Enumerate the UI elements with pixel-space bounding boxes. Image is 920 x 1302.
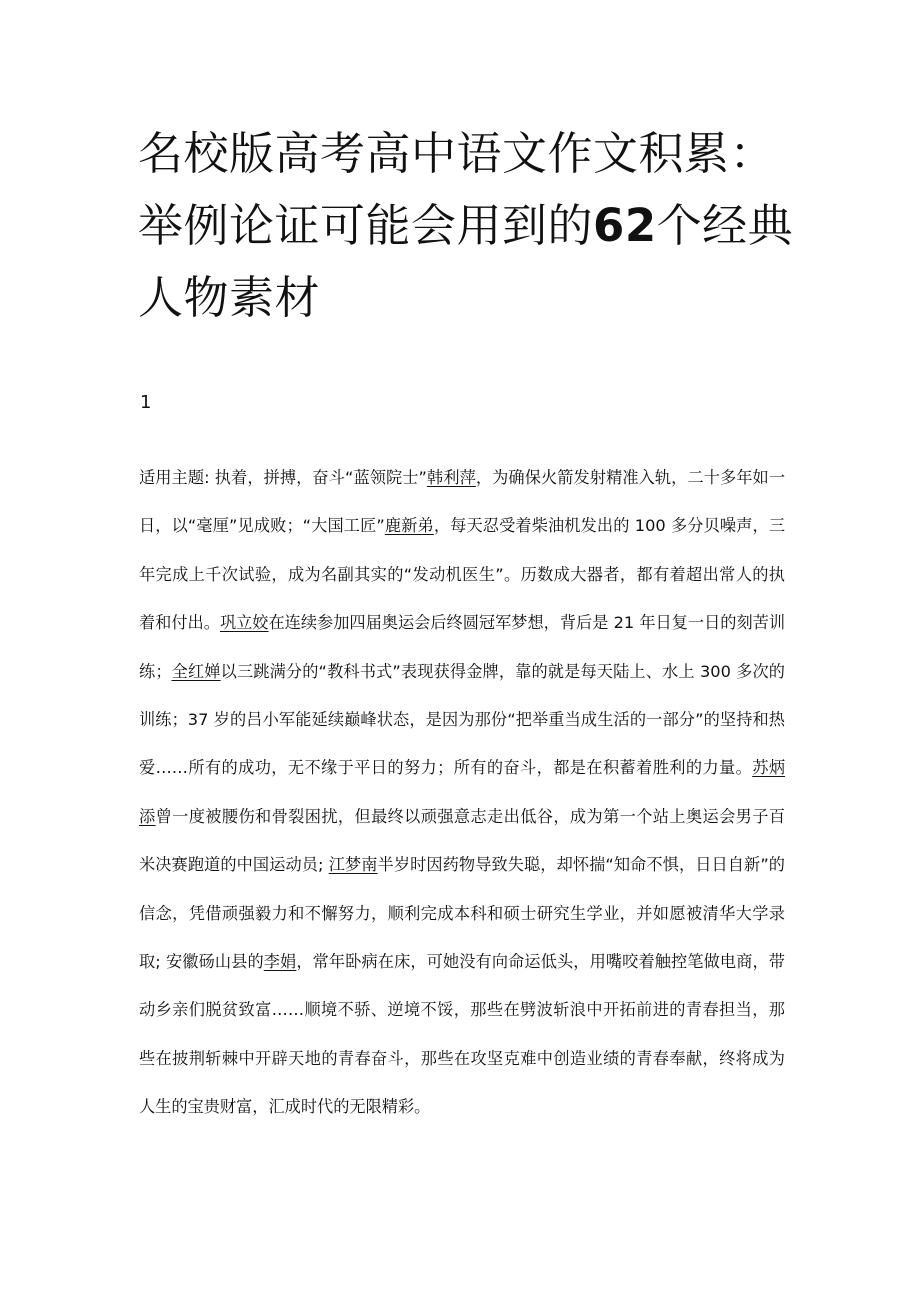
title-text-part2: 个经典人物素材 [138,199,794,324]
person-name: 韩利萍 [426,468,476,487]
paragraph-text: ，常年卧病在床，可她没有向命运低头，用嘴咬着触控笔做电商，带动乡亲们脱贫致富……顺境不骄、逆境不馁，那些在劈波斩浪中开拓前进的青春担当，那些在披荆斩棘中开辟天地的青春奋斗，那些在攻坚克难中创造业绩的青春奉献，终将成为人生的宝贵财富，汇成时代的无限精彩。 [139,952,785,1117]
document-title [138,118,798,334]
person-name: 苏炳添 [139,758,786,826]
section-number: 1 [140,392,152,413]
person-name: 江梦南 [328,855,378,875]
title-text-part1: 名校版高考高中语文作文积累：举例论证可能会用到的 [138,127,776,252]
title-number: 62 [593,199,657,252]
paragraph-text: ，为确保火箭发射精准入轨，二十多年如一日，以“毫厘”见成败；“大国工匠” [139,468,786,536]
body-paragraph [139,454,785,1132]
paragraph-text: 曾一度被腰伤和骨裂困扰，但最终以顽强意志走出低谷，成为第一个站上奥运会男子百米决赛跑道的中国运动员; [139,806,786,875]
person-name: 巩立姣 [219,613,269,633]
paragraph-text: ，每天忍受着柴油机发出的 100 多分贝噪声，三年完成上千次试验，成为名副其实的“发动机医生”。历数成大器者，都有着超出常人的执着和付出。 [139,516,786,633]
person-name: 全红婵 [171,661,221,681]
paragraph-text: 半岁时因药物导致失聪，却怀揣“知命不惧，日日自新”的信念，凭借顽强毅力和不懈努力，顺利完成本科和硕士研究生学业，并如愿被清华大学录取; 安徽砀山县的 [139,855,785,972]
paragraph-text: 以三跳满分的“教科书式”表现获得金牌，靠的就是每天陆上、水上 300 多次的训练；37 岁的吕小军能延续巅峰状态，是因为那份“把举重当成生活的一部分”的坚持和热爱……所有的成功，无不缘于平日的努力；所有的奋斗，都是在积蓄着胜利的力量。 [139,661,785,778]
person-name: 李娟 [263,952,297,972]
paragraph-text: 在连续参加四届奥运会后终圆冠军梦想，背后是 21 年日复一日的刻苦训练； [139,613,786,681]
paragraph-text: 适用主题: 执着，拼搏，奋斗“蓝领院士” [139,468,427,487]
person-name: 鹿新弟 [384,516,434,536]
